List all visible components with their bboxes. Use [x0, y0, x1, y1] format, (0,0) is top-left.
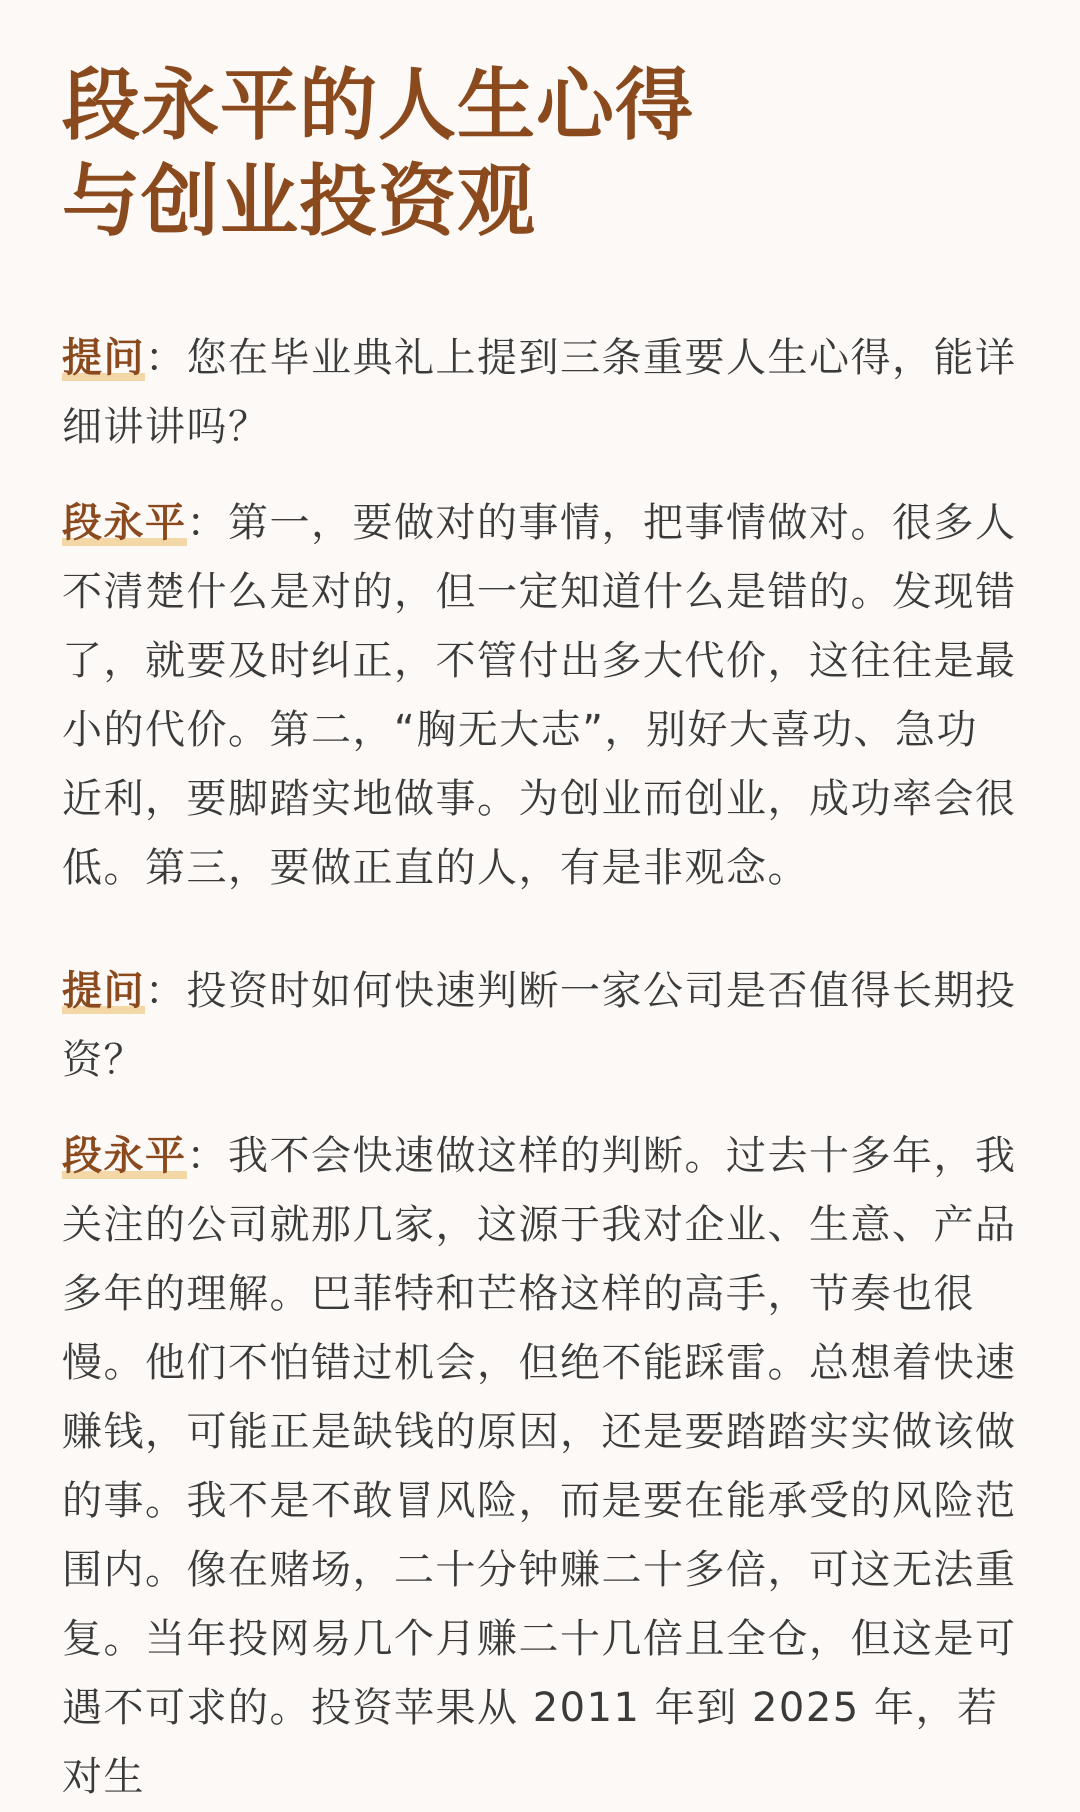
- question-text: 投资时如何快速判断一家公司是否值得长期投资？: [62, 968, 1017, 1083]
- speaker-colon: ：: [186, 1133, 228, 1179]
- question-paragraph: [62, 324, 1018, 462]
- speaker-colon: ：: [145, 335, 187, 381]
- answer-text: 第一，要做对的事情，把事情做对。很多人不清楚什么是对的，但一定知道什么是错的。发现错了，就要及时纠正，不管付出多大代价，这往往是最小的代价。第二，“胸无大志”，别好大喜功、急功近利，要脚踏实地做事。为创业而创业，成功率会很低。第三，要做正直的人，有是非观念。: [62, 500, 1017, 891]
- title-line-1: 段永平的人生心得: [62, 61, 695, 151]
- title-line-2: 与创业投资观: [62, 157, 537, 247]
- speaker-label-question: 提问: [62, 968, 145, 1014]
- answer-paragraph: [62, 489, 1018, 903]
- speaker-label-answer: 段永平: [62, 1133, 187, 1179]
- article-title: [62, 58, 1018, 250]
- question-text: 您在毕业典礼上提到三条重要人生心得，能详细讲讲吗？: [62, 335, 1017, 450]
- answer-paragraph: [62, 1122, 1018, 1812]
- speaker-label-answer: 段永平: [62, 500, 187, 546]
- question-paragraph: [62, 957, 1018, 1095]
- speaker-colon: ：: [186, 500, 228, 546]
- speaker-colon: ：: [145, 968, 187, 1014]
- speaker-label-question: 提问: [62, 335, 145, 381]
- answer-text: 我不会快速做这样的判断。过去十多年，我关注的公司就那几家，这源于我对企业、生意、产品多年的理解。巴菲特和芒格这样的高手，节奏也很慢。他们不怕错过机会，但绝不能踩雷。总想着快速赚钱，可能正是缺钱的原因，还是要踏踏实实做该做的事。我不是不敢冒风险，而是要在能承受的风险范围内。像在赌场，二十分钟赚二十多倍，可这无法重复。当年投网易几个月赚二十几倍且全仓，但这是可遇不可求的。投资苹果从 2011 年到 2025 年，若对生: [62, 1133, 1017, 1800]
